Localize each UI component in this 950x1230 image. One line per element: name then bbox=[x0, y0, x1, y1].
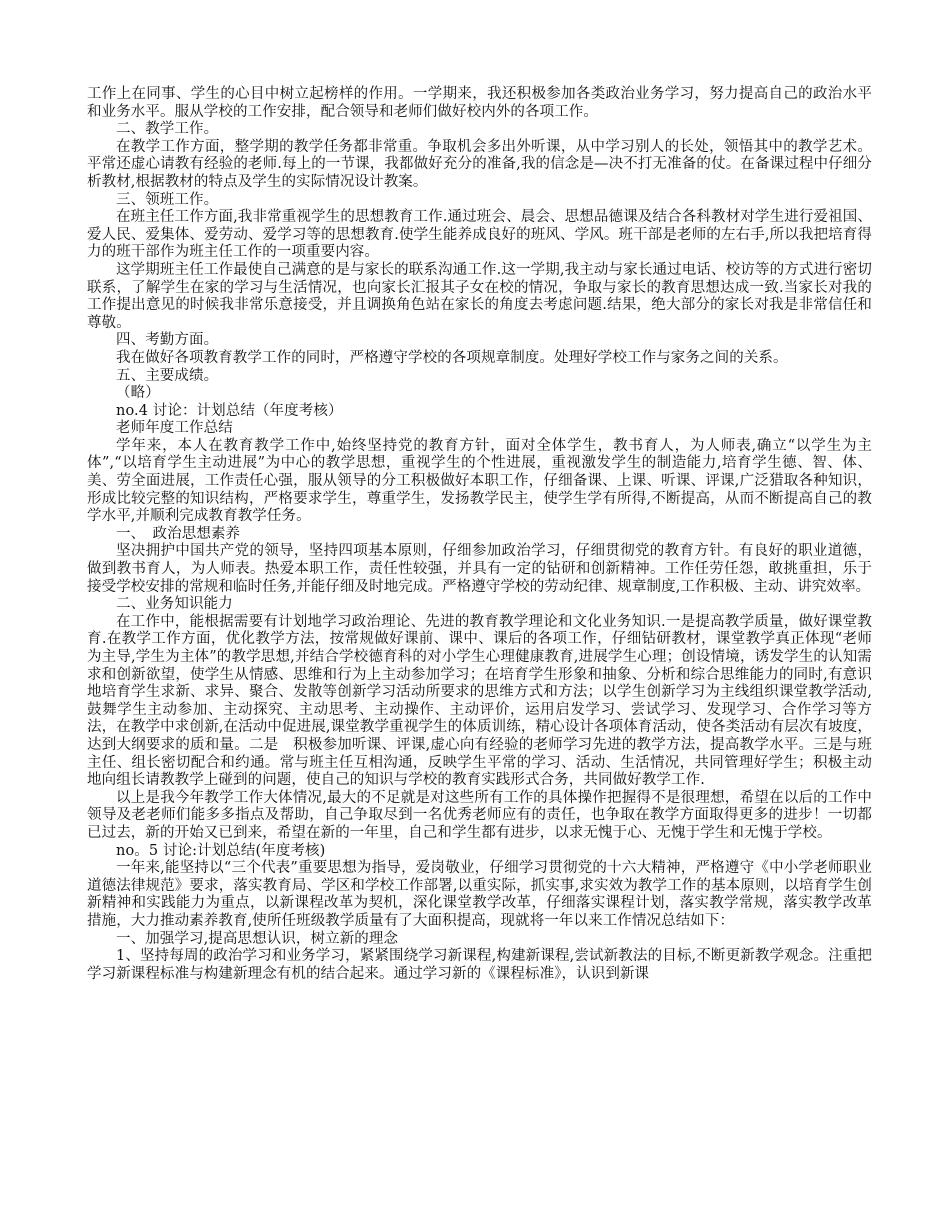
body-paragraph: 以上是我今年教学工作大体情况,最大的不足就是对这些所有工作的具体操作把握得不是很理想，希望在以后的工作中领导及老老师们能多多指点及帮助，自己争取尽到一名优秀老师应有的责任，也争取在教学方面取得更多的进步！一切都已过去，新的开始又已到来，希望在新的一年里，自己和学生都有进步，以求无愧于心、无愧于学生和无愧于学校。 bbox=[87, 789, 872, 841]
body-paragraph: 学年来，本人在教育教学工作中,始终坚持党的教育方针，面对全体学生，教书育人，为人师表,确立“以学生为主体”,“以培育学生主动进展”为中心的教学思想，重视学生的个性进展，重视激发学生的制造能力,培育学生德、智、体、美、劳全面进展，工作责任心强，服从领导的分工积极做好本职工作，仔细备课、上课、听课、评课,广泛猎取各种知识，形成比较完整的知识结构，严格要求学生，尊重学生，发扬教学民主，使学生学有所得,不断提高，从而不断提高自己的教学水平,并顺利完成教育教学任务。 bbox=[87, 437, 872, 525]
section-heading: 三、领班工作。 bbox=[116, 191, 219, 208]
article-title: no.4 讨论：计划总结（年度考核） bbox=[116, 402, 343, 419]
body-paragraph: 一年来,能坚持以“三个代表”重要思想为指导，爱岗敬业，仔细学习贯彻党的十六大精神，严格遵守《中小学老师职业道德法律规范》要求，落实教育局、学区和学校工作部署,以重实际，抓实事,求实效为教学工作的基本原则，以培育学生创新精神和实践能力为重点，以新课程改革为契机，深化课堂教学改革，仔细落实课程计划，落实教学常规，落实教学改革措施，大力推动素养教育,使所任班级教学质量有了大面积提高，现就将一年以来工作情况总结如下： bbox=[87, 860, 872, 929]
section-heading: （略） bbox=[116, 385, 160, 402]
body-paragraph: 工作上在同事、学生的心目中树立起榜样的作用。一学期来，我还积极参加各类政治业务学习，努力提高自己的政治水平和业务水平。服从学校的工作安排，配合领导和老师们做好校内外的各项工作。 bbox=[87, 86, 872, 120]
section-heading: 二、业务知识能力 bbox=[116, 596, 233, 613]
body-paragraph: 这学期班主任工作最使自己满意的是与家长的联系沟通工作.这一学期,我主动与家长通过电话、校访等的方式进行密切联系，了解学生在家的学习与生活情况，也向家长汇报其子女在校的情况，争取与家长的教育思想达成一致.当家长对我的工作提出意见的时候我非常乐意接受，并且调换角色站在家长的角度去考虑问题.结果，绝大部分的家长对我是非常信任和尊敬。 bbox=[87, 261, 872, 331]
section-heading: 二、教学工作。 bbox=[116, 121, 219, 138]
body-paragraph: 我在做好各项教育教学工作的同时，严格遵守学校的各项规章制度。处理好学校工作与家务之间的关系。 bbox=[116, 349, 788, 366]
section-heading: 五、主要成绩。 bbox=[116, 367, 219, 384]
section-heading: 一、加强学习,提高思想认识，树立新的理念 bbox=[116, 930, 399, 947]
article-title: no。5 讨论:计划总结(年度考核) bbox=[116, 842, 326, 859]
document-page bbox=[87, 86, 872, 983]
body-paragraph: 坚决拥护中国共产党的领导，坚持四项基本原则，仔细参加政治学习，仔细贯彻党的教育方针。有良好的职业道德，做到教书育人，为人师表。热爱本职工作，责任性较强，并具有一定的钻研和创新精神。工作任劳任怨，敢挑重担，乐于接受学校安排的常规和临时任务,并能仔细及时地完成。严格遵守学校的劳动纪律、规章制度,工作积极、主动、讲究效率。 bbox=[87, 543, 872, 595]
article-title: 老师年度工作总结 bbox=[116, 420, 233, 437]
body-paragraph: 在班主任工作方面,我非常重视学生的思想教育工作.通过班会、晨会、思想品德课及结合各科教材对学生进行爱祖国、爱人民、爱集体、爱劳动、爱学习等的思想教育.使学生能养成良好的班风、学风。班干部是老师的左右手,所以我把培育得力的班干部作为班主任工作的一项重要内容。 bbox=[87, 209, 872, 261]
body-paragraph: 在工作中，能根据需要有计划地学习政治理论、先进的教育教学理论和文化业务知识.一是提高教学质量，做好课堂教育.在教学工作方面，优化教学方法，按常规做好课前、课中、课后的各项工作，仔细钻研教材，课堂教学真正体现“老师为主导,学生为主体”的教学思想,并结合学校德育科的对小学生心理健康教育,进展学生心理；创设情境，诱发学生的认知需求和创新欲望，使学生从情感、思维和行为上主动参加学习；在培育学生形象和抽象、分析和综合思维能力的同时,有意识地培育学生求新、求异、聚合、发散等创新学习活动所要求的思维方式和方法；以学生创新学习为主线组织课堂教学活动,鼓舞学生主动参加、主动探究、主动思考、主动操作、主动评价，运用启发学习、尝试学习、发现学习、合作学习等方法，在教学中求创新,在活动中促进展,课堂教学重视学生的体质训练，精心设计各项体育活动，使各类活动有层次有坡度，达到大纲要求的质和量。二是 积极参加听课、评课,虚心向有经验的老师学习先进的教学方法，提高教学水平。三是与班主任、组长密切配合和约通。常与班主任互相沟通，反映学生平常的学习、活动、生活情况，共同管理好学生；积极主动地向组长请教教学上碰到的问题，使自己的知识与学校的教育实践形式合务，共同做好教学工作. bbox=[87, 613, 872, 789]
section-heading: 四、考勤方面。 bbox=[116, 332, 219, 349]
section-heading: 一、 政治思想素养 bbox=[116, 525, 241, 542]
body-paragraph: 在教学工作方面，整学期的教学任务都非常重。争取机会多出外听课，从中学习别人的长处，领悟其中的教学艺术。平常还虚心请教有经验的老师.每上的一节课，我都做好充分的准备,我的信念是—决不打无准备的仗。在备课过程中仔细分析教材,根据教材的特点及学生的实际情况设计教案。 bbox=[87, 138, 872, 190]
body-paragraph: 1、坚持每周的政治学习和业务学习，紧紧围绕学习新课程,构建新课程,尝试新教法的目标,不断更新教学观念。注重把学习新课程标准与构建新理念有机的结合起来。通过学习新的《课程标准》，认识到新课 bbox=[87, 948, 872, 982]
